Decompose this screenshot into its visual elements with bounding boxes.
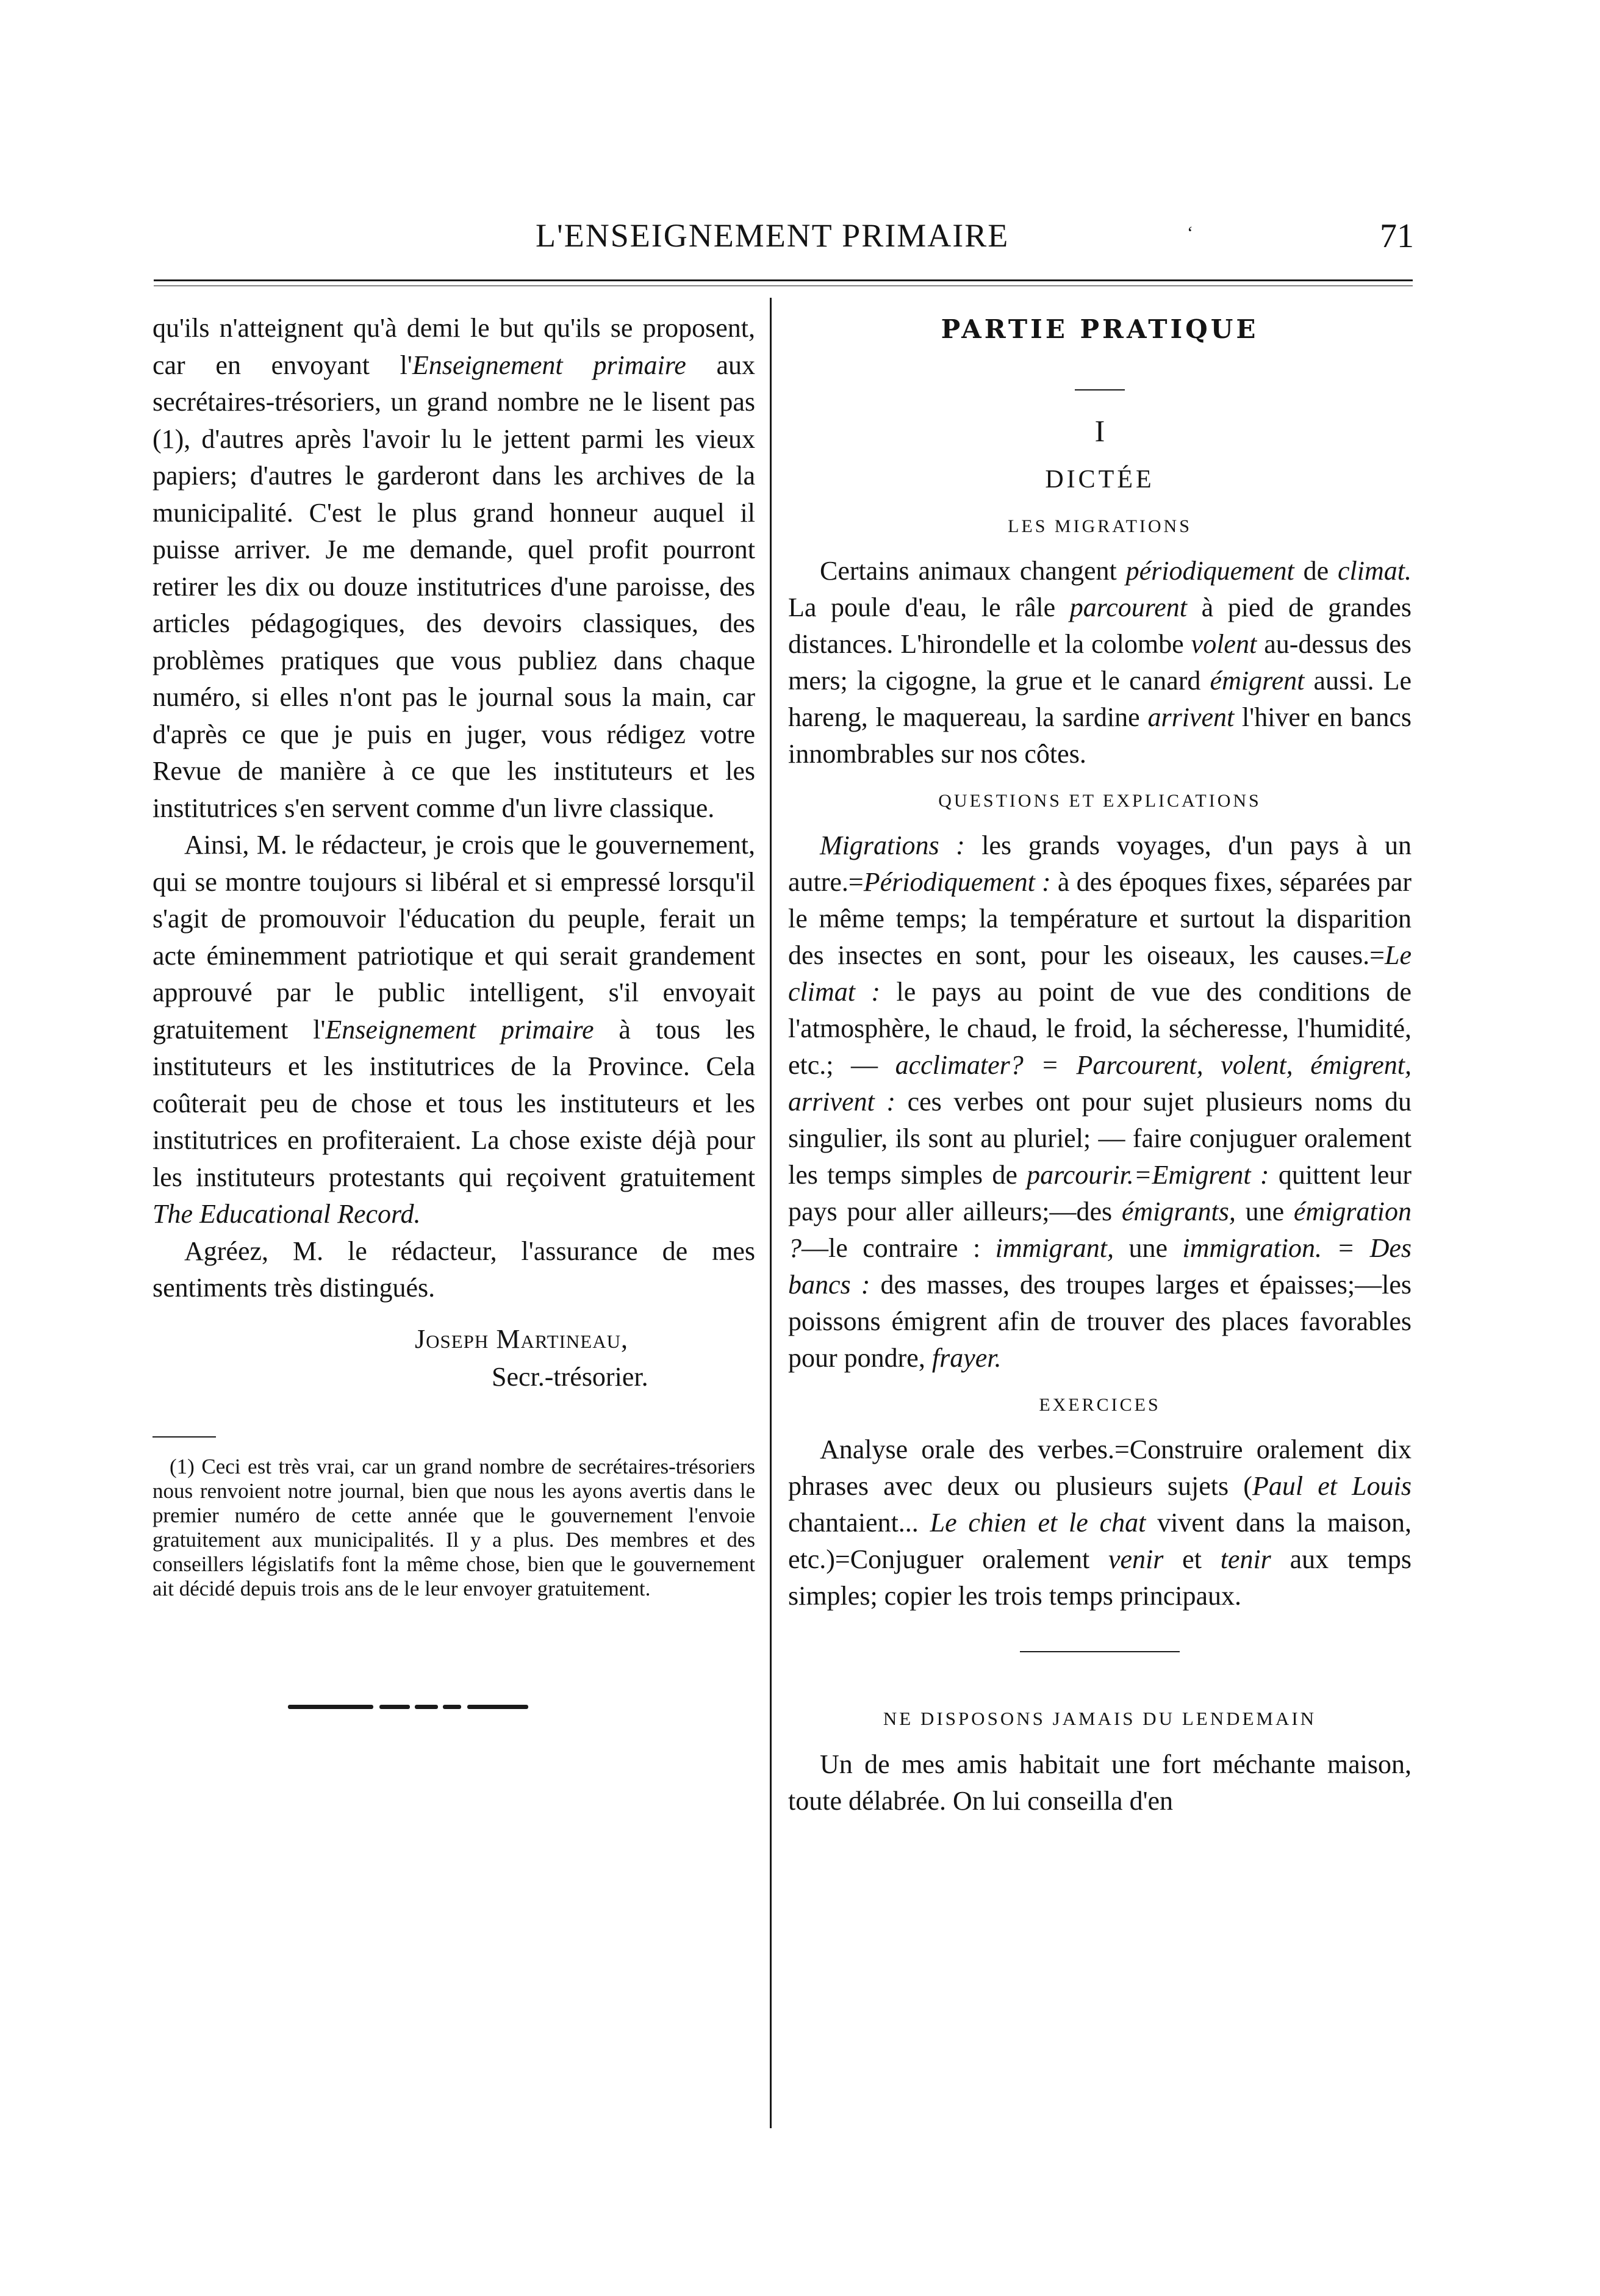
part-title: PARTIE PRATIQUE (941, 314, 1259, 344)
section-number: I (1094, 414, 1105, 448)
letter-paragraph-1: qu'ils n'atteignent qu'à demi le but qu'ils se proposent, car en envoyant l'Enseignement primaire aux secrétaires-trésoriers, un grand nombre ne le lisent pas (1), d'autres après l'avoir lu le jettent parmi les vieux papiers; d'autres le garderont dans les archives de la municipalité. C'est le plus grand honneur auquel il puisse arriver. Je me demande, quel profit pourront retirer les dix ou douze institutrices d'une paroisse, des articles pédagogiques, des devoirs classiques, des problèmes pratiques que vous publiez dans chaque numéro, si elles n'ont pas le journal sous la main, car d'après ce que je puis en juger, vous rédigez votre Revue de manière à ce que les instituteurs et les institutrices s'en servent comme d'un livre classique. (152, 313, 755, 823)
signature-role: Secr.-trésorier. (492, 1361, 648, 1392)
ornament-rule (288, 1702, 532, 1712)
letter-paragraph-2: Ainsi, M. le rédacteur, je crois que le gouvernement, qui se montre toujours si libéral et si empressé lorsqu'il s'agit de promouvoir l'éducation du peuple, ferait un acte éminemment patriotique et qui serait grandement approuvé par le public intelligent, s'il envoyait gratuitement l'Enseignement primaire à tous les instituteurs et les institutrices de la Province. Cela coûterait peu de chose et tous les instituteurs et les institutrices en profiteraient. La chose existe déjà pour les instituteurs protestants qui reçoivent gratuitement The Educational Record. (152, 830, 755, 1229)
page-number: 71 (1380, 217, 1414, 255)
dictee-text: Certains animaux changent périodiquement de climat. La poule d'eau, le râle parcourent à pied de grandes distances. L'hirondelle et la colombe volent au-dessus des mers; la cigogne, la grue et le canard émigrent aussi. Le hareng, le maquereau, la sardine arrivent l'hiver en bancs innombrables sur nos côtes. (788, 556, 1412, 769)
story-title: NE DISPOSONS JAMAIS DU LENDEMAIN (883, 1708, 1317, 1729)
questions-title: QUESTIONS ET EXPLICATIONS (938, 791, 1261, 811)
section-title: DICTÉE (1045, 466, 1155, 494)
questions-text: Migrations : les grands voyages, d'un pays à un autre.=Périodiquement : à des époques fixes, séparées par le même temps; la température et surtout la disparition des insectes en sont, pour les oiseaux, les causes.=Le climat : le pays au point de vue des conditions de l'atmosphère, le chaud, le froid, la sécheresse, l'humidité, etc.; — acclimater? = Parcourent, volent, émigrent, arrivent : ces verbes ont pour sujet plusieurs noms du singulier, ils sont au pluriel; — faire conjuguer oralement les temps simples de parcourir.=Emigrent : quittent leur pays pour aller ailleurs;—des émigrants, une émigration ?—le contraire : immigrant, une immigration. = Des bancs : des masses, des troupes larges et épaisses;—les poissons émigrent afin de trouver des places favorables pour pondre, frayer. (788, 830, 1412, 1373)
separator-rule (1020, 1651, 1180, 1652)
letter-closing: Agréez, M. le rédacteur, l'assurance de mes sentiments très distingués. (152, 1236, 755, 1303)
footnote: (1) Ceci est très vrai, car un grand nombre de secrétaires-trésoriers nous renvoient notre journal, bien que nous les ayons avertis dans le premier numéro de cette année que le gouvernement l'envoie gratuitement aux municipalités. Il y a plus. Des membres et des conseillers législatifs font la même chose, bien que le gouvernement ait décidé depuis trois ans de le leur envoyer gratuitement. (152, 1454, 755, 1600)
signature (152, 1320, 755, 1396)
footnote-rule (152, 1436, 216, 1438)
short-rule (1075, 389, 1125, 390)
exercices-text: Analyse orale des verbes.=Construire oralement dix phrases avec deux ou plusieurs sujets (Paul et Louis chantaient... Le chien et le chat vivent dans la maison, etc.)=Conjuguer oralement venir et tenir aux temps simples; copier les trois temps principaux. (788, 1434, 1412, 1611)
page-header (157, 217, 1414, 265)
italic-title: Enseignement primaire (412, 350, 686, 380)
italic-title: Enseignement primaire (325, 1014, 594, 1045)
header-rule (154, 279, 1413, 281)
running-head: L'ENSEIGNEMENT PRIMAIRE (536, 217, 1010, 254)
signature-name: Joseph Martineau, (415, 1323, 628, 1354)
italic-title: The Educational Record. (152, 1199, 421, 1229)
right-column (788, 310, 1412, 1819)
dictee-title: LES MIGRATIONS (1008, 516, 1192, 536)
header-mark: ʻ (1187, 223, 1193, 243)
left-column (152, 310, 755, 1712)
exercices-title: EXERCICES (1039, 1395, 1161, 1415)
column-divider (770, 298, 772, 2128)
story-text: Un de mes amis habitait une fort méchante maison, toute délabrée. On lui conseilla d'en (788, 1749, 1412, 1816)
